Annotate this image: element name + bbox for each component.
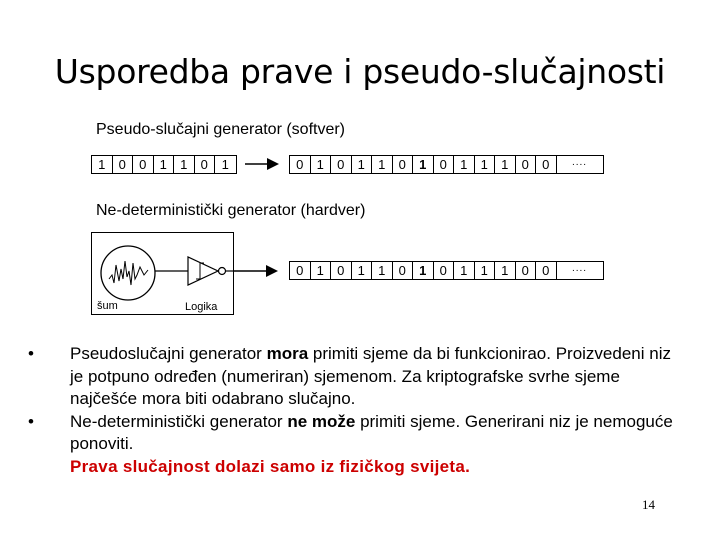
software-output-bit-cell: 0 <box>393 156 414 173</box>
bullet-marker: • <box>28 344 34 363</box>
software-output-bit-cell: 0 <box>290 156 311 173</box>
seed-bit-cell: 0 <box>195 156 216 173</box>
seed-bit-cell: 0 <box>113 156 134 173</box>
hardware-output-bit-cell: 0 <box>331 262 352 279</box>
seed-bit-cell: 0 <box>133 156 154 173</box>
true-randomness-emphasis: Prava slučajnost dolazi samo iz fizičkog svijeta. <box>70 456 471 476</box>
software-output-bit-cell: 1 <box>454 156 475 173</box>
hardware-output-bit-cell: 1 <box>352 262 373 279</box>
seed-bit-cell: 1 <box>174 156 195 173</box>
seed-bit-row <box>91 155 237 174</box>
seed-bit-cell: 1 <box>221 157 229 172</box>
hardware-generator-label: Ne-deterministički generator (hardver) <box>96 202 366 219</box>
software-generator-label: Pseudo-slučajni generator (softver) <box>96 121 346 138</box>
noise-label: šum <box>97 300 118 312</box>
bullet-item-nondeterministic: • Ne-deterministički generator ne može primiti sjeme. Generirani niz je nemoguće ponoviti. Prava slučajnost dolazi samo iz fizičkog svijeta. <box>28 411 673 476</box>
hardware-output-bit-cell: 0 <box>516 262 537 279</box>
seed-bit-cell: 1 <box>154 156 175 173</box>
hardware-output-bit-cell: 1 <box>372 262 393 279</box>
software-output-bit-cell: 1 <box>372 156 393 173</box>
hardware-output-bit-cell: 0 <box>393 262 414 279</box>
logic-label: Logika <box>185 301 218 313</box>
software-output-bit-cell: 1 <box>352 156 373 173</box>
bullet-list <box>28 343 688 478</box>
hardware-output-bit-row <box>289 261 604 280</box>
page-title: Usporedba prave i pseudo-slučajnosti <box>54 52 666 91</box>
hardware-output-bit-cell: 1 <box>413 262 434 279</box>
software-output-bit-cell: 1 <box>495 156 516 173</box>
software-arrow-icon <box>245 157 281 171</box>
hardware-output-bit-cell: 0 <box>290 262 311 279</box>
page-number: 14 <box>642 497 655 512</box>
software-output-bit-cell: 1 <box>311 156 332 173</box>
bullet-marker: • <box>28 411 34 431</box>
hardware-output-bit-cell: 1 <box>454 262 475 279</box>
hardware-output-bit-cell: 1 <box>475 262 496 279</box>
hardware-output-bit-cell: 0 <box>536 262 557 279</box>
hardware-output-ellipsis: .... <box>571 263 588 274</box>
hardware-arrow-icon <box>234 264 280 278</box>
hardware-output-bit-cell: 1 <box>311 262 332 279</box>
software-output-bit-cell: 1 <box>413 156 434 173</box>
software-output-bit-cell: 1 <box>475 156 496 173</box>
software-output-bit-cell: 0 <box>516 156 537 173</box>
hardware-output-bit-cell: 0 <box>434 262 455 279</box>
hardware-output-bit-cell: 1 <box>495 262 516 279</box>
hardware-generator-box <box>91 232 234 315</box>
bullet-item-pseudo: • Pseudoslučajni generator mora primiti sjeme da bi funkcionirao. Proizvedeni niz je potpuno određen (numeriran) sjemenom. Za kriptografske svrhe sjeme najčešće mora biti odabrano slučajno. <box>28 344 671 408</box>
software-output-bit-cell: 0 <box>434 156 455 173</box>
software-output-ellipsis: .... <box>571 157 588 168</box>
software-output-bit-cell: 0 <box>331 156 352 173</box>
seed-bit-cell: 1 <box>92 156 113 173</box>
software-output-bit-cell: 0 <box>536 156 557 173</box>
software-output-bit-row <box>289 155 604 174</box>
logic-gate-icon <box>188 257 218 285</box>
